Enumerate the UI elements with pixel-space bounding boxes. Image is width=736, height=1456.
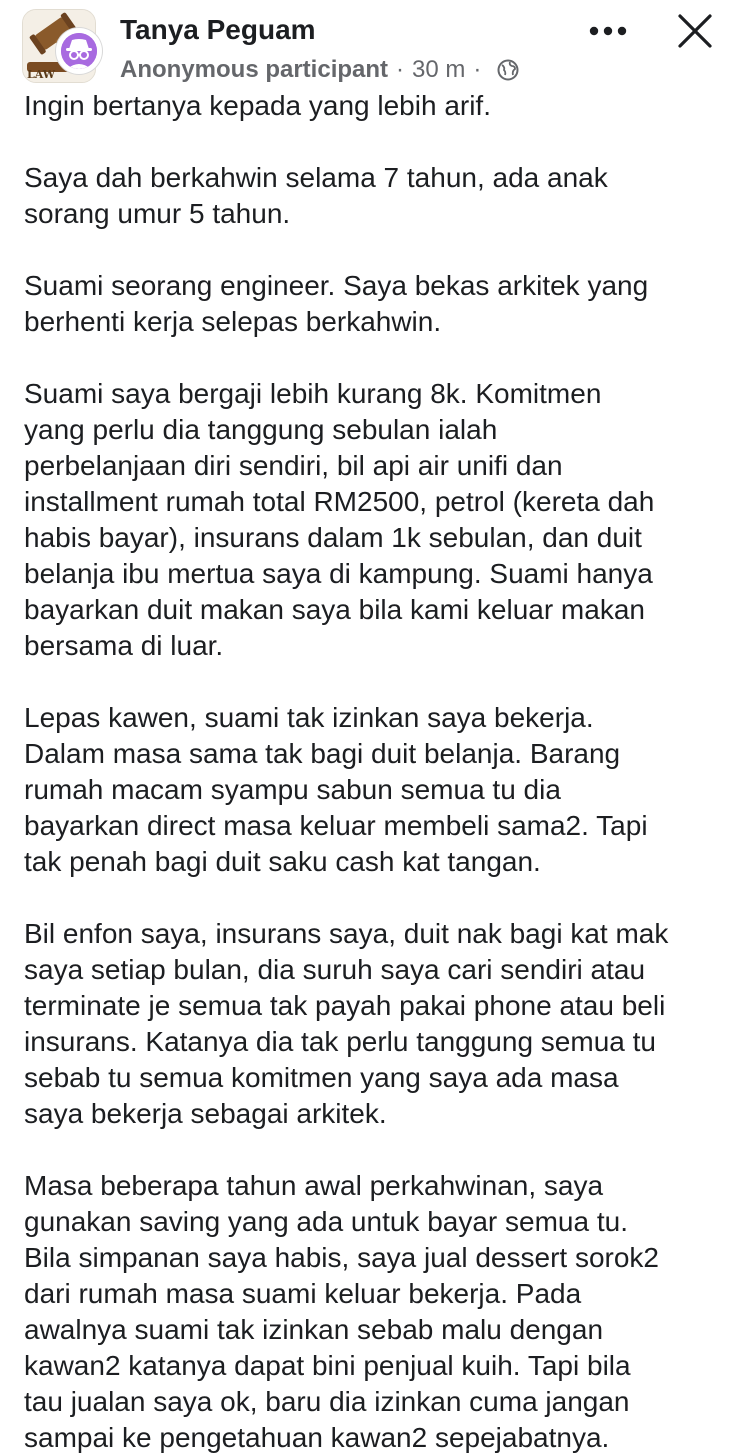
post-header xyxy=(0,0,736,90)
close-icon xyxy=(677,13,713,49)
post-paragraph: Saya dah berkahwin selama 7 tahun, ada anak sorang umur 5 tahun. xyxy=(24,162,608,229)
close-button[interactable] xyxy=(670,6,720,56)
post-time[interactable]: 30 m xyxy=(412,56,466,83)
more-options-button[interactable] xyxy=(584,14,632,48)
post-paragraph: Suami seorang engineer. Saya bekas arkitek yang berhenti kerja selepas berkahwin. xyxy=(24,270,649,337)
post-body xyxy=(24,88,720,1456)
globe-icon xyxy=(497,59,519,81)
post-meta xyxy=(120,56,519,84)
post-paragraph: Bil enfon saya, insurans saya, duit nak bagi kat mak saya setiap bulan, dia suruh saya cari sendiri atau terminate je semua tak payah pakai phone atau beli insurans. Katanya dia tak perlu tanggung semua tu sebab tu semua komitmen yang saya ada masa saya bekerja sebagai arkitek. xyxy=(24,918,669,1129)
post-paragraph: Suami saya bergaji lebih kurang 8k. Komitmen yang perlu dia tanggung sebulan ialah perbelanjaan diri sendiri, bil api air unifi dan installment rumah total RM2500, petrol (kereta dah habis bayar), insurans dalam 1k sebulan, dan duit belanja ibu mertua saya di kampung. Suami hanya bayarkan duit makan saya bila kami keluar makan bersama di luar. xyxy=(24,378,655,661)
group-name[interactable]: Tanya Peguam xyxy=(120,14,316,45)
more-horizontal-icon xyxy=(588,25,628,37)
post-paragraph: Ingin bertanya kepada yang lebih arif. xyxy=(24,90,491,121)
anonymous-icon xyxy=(61,33,97,69)
post-paragraph: Masa beberapa tahun awal perkahwinan, saya gunakan saving yang ada untuk bayar semua tu. Bila simpanan saya habis, saya jual dessert sorok2 dari rumah masa suami keluar bekerja. Pada awalnya suami tak izinkan sebab malu dengan kawan2 katanya dapat bini penjual kuih. Tapi bila tau jualan saya ok, baru dia izinkan cuma jangan sampai ke pengetahuan kawan2 sepejabatnya. xyxy=(24,1170,660,1453)
post-paragraph: Lepas kawen, suami tak izinkan saya bekerja. Dalam masa sama tak bagi duit belanja. Barang rumah macam syampu sabun semua tu dia bayarkan direct masa keluar membeli sama2. Tapi tak penah bagi duit saku cash kat tangan. xyxy=(24,702,648,877)
meta-separator-2: · xyxy=(473,56,482,83)
anonymous-badge xyxy=(56,28,102,74)
avatar-label: LAW xyxy=(27,68,56,81)
meta-separator: · xyxy=(396,56,405,83)
author-name[interactable]: Anonymous participant xyxy=(120,56,389,83)
